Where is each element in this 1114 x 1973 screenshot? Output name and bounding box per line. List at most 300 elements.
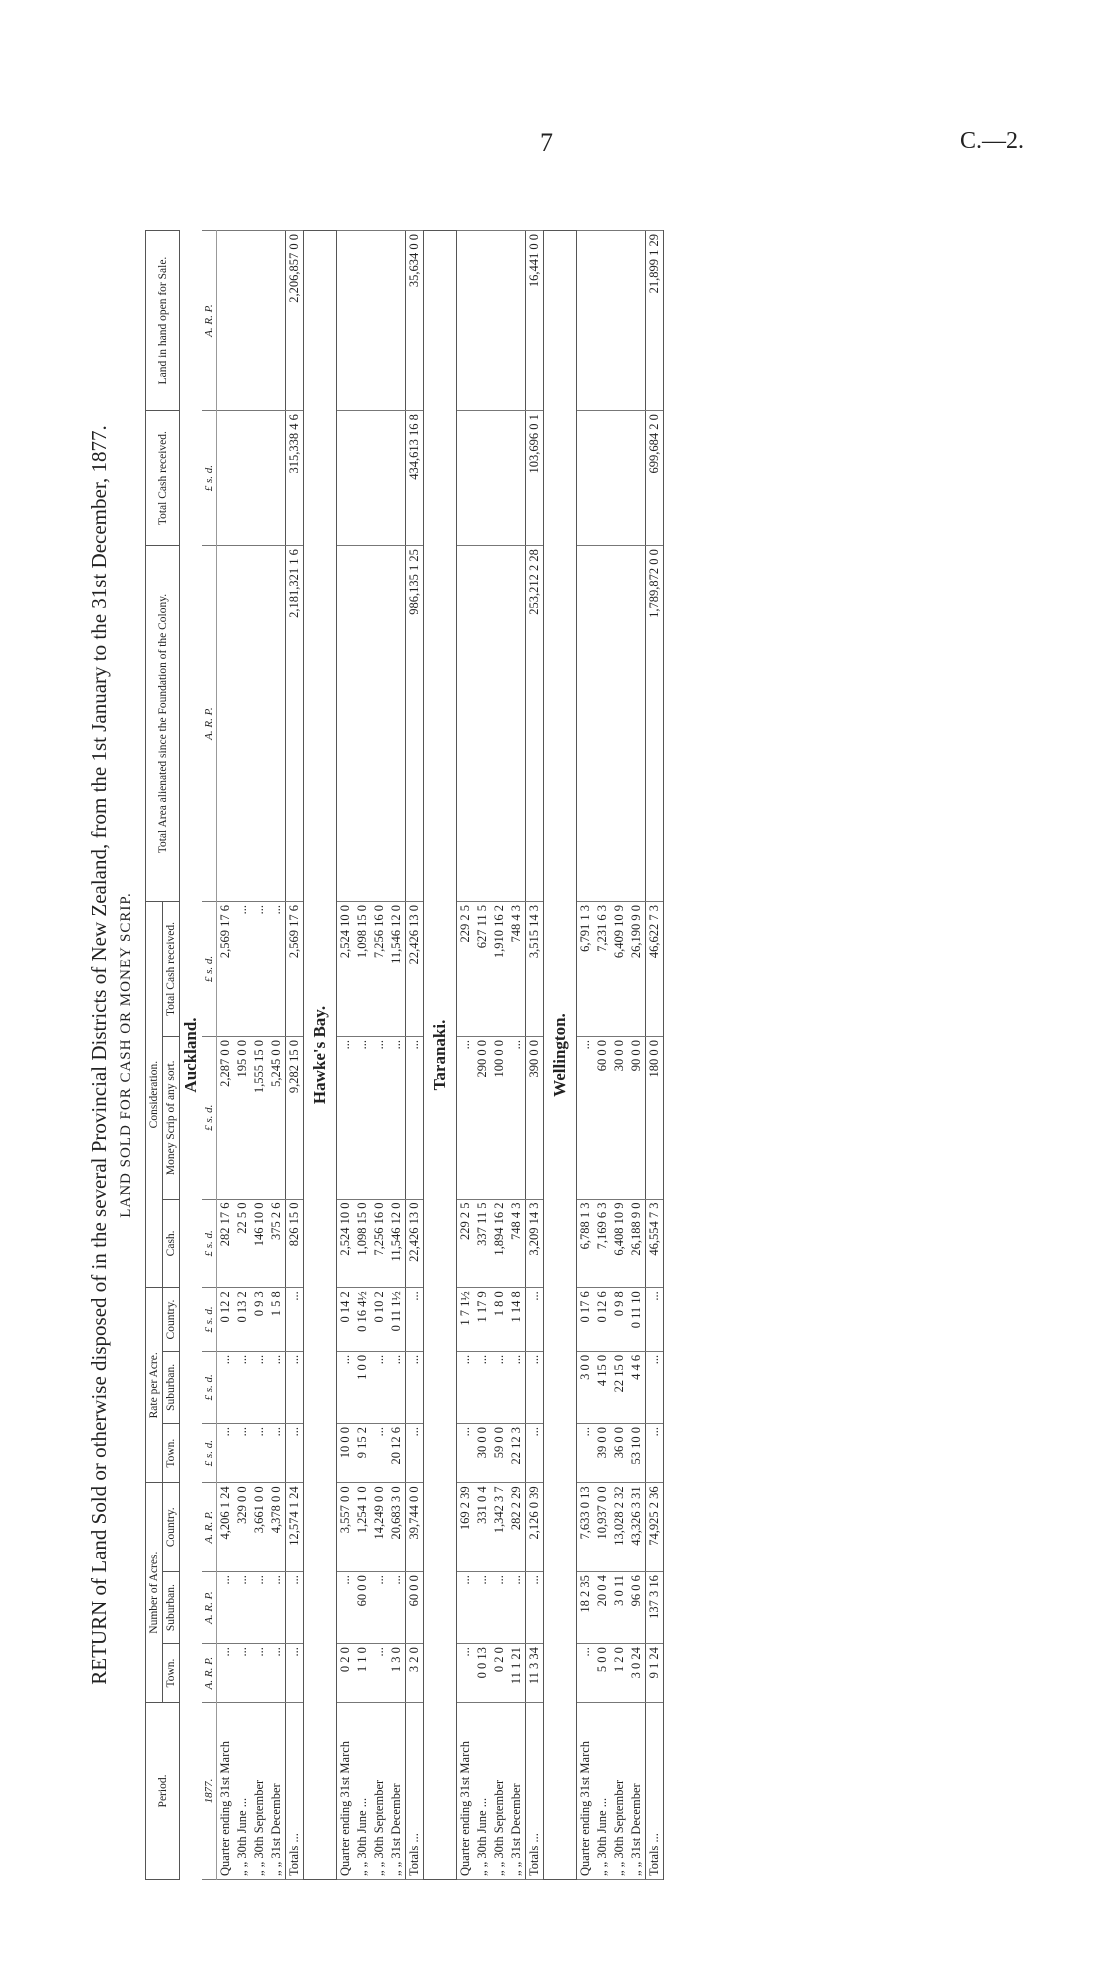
row-period: Quarter ending 31st March [577, 1703, 595, 1880]
total-cash-received: 1,098 15 0 [354, 902, 371, 1037]
region-heading-row [180, 231, 203, 1880]
totals-acres-country: 2,126 0 39 [526, 1483, 544, 1572]
total-area [457, 546, 475, 902]
total-cash-received: 6,409 10 9 [611, 902, 628, 1037]
header-total-cash-received: Total Cash received. [163, 902, 180, 1037]
money-scrip: ... [457, 1037, 475, 1200]
region-heading-row [424, 231, 457, 1880]
header-money-scrip: Money Scrip of any sort. [163, 1037, 180, 1200]
acres-suburban: ... [268, 1572, 286, 1644]
table-row [251, 231, 268, 1880]
money-scrip: 5,245 0 0 [268, 1037, 286, 1200]
totals-row [406, 231, 424, 1880]
totals-money-scrip: 9,282 15 0 [286, 1037, 304, 1200]
total-area [611, 546, 628, 902]
row-period: Quarter ending 31st March [457, 1703, 475, 1880]
header-rate-town: Town. [163, 1423, 180, 1482]
total-area [371, 546, 388, 902]
rate-town: 39 0 0 [594, 1423, 611, 1482]
total-cash [234, 411, 251, 546]
rate-country: 1 5 8 [268, 1288, 286, 1352]
land-open [354, 231, 371, 411]
totals-rate-country: ... [406, 1288, 424, 1352]
total-cash [491, 411, 508, 546]
rate-suburban: ... [268, 1351, 286, 1423]
rate-suburban: ... [217, 1351, 235, 1423]
row-period: „ „ 31st December [508, 1703, 526, 1880]
row-period: „ „ 31st December [268, 1703, 286, 1880]
total-area [251, 546, 268, 902]
rate-suburban: ... [371, 1351, 388, 1423]
total-cash [577, 411, 595, 546]
acres-town: ... [234, 1644, 251, 1703]
totals-cash: 46,554 7 3 [646, 1199, 664, 1288]
total-cash-received: 11,546 12 0 [388, 902, 406, 1037]
total-cash [268, 411, 286, 546]
cash: 6,788 1 3 [577, 1199, 595, 1288]
totals-total-area: 986,135 1 25 [406, 546, 424, 902]
rate-suburban: 3 0 0 [577, 1351, 595, 1423]
row-period: „ „ 31st December [628, 1703, 646, 1880]
rate-country: 0 13 2 [234, 1288, 251, 1352]
land-open [457, 231, 475, 411]
land-open [217, 231, 235, 411]
totals-row [646, 231, 664, 1880]
header-number-of-acres: Number of Acres. [146, 1483, 163, 1703]
row-period: „ „ 31st December [388, 1703, 406, 1880]
acres-country: 3,661 0 0 [251, 1483, 268, 1572]
acres-country: 10,937 0 0 [594, 1483, 611, 1572]
land-open [337, 231, 355, 411]
acres-country: 1,254 1 0 [354, 1483, 371, 1572]
totals-acres-town: 11 3 34 [526, 1644, 544, 1703]
header-total-area: Total Area alienated since the Foundation of the Colony. [146, 546, 180, 902]
totals-rate-town: ... [286, 1423, 304, 1482]
acres-town: ... [577, 1644, 595, 1703]
land-open [268, 231, 286, 411]
cash: 1,894 16 2 [491, 1199, 508, 1288]
totals-rate-suburban: ... [526, 1351, 544, 1423]
rate-town: 59 0 0 [491, 1423, 508, 1482]
acres-town: 0 0 13 [474, 1644, 491, 1703]
row-period: Quarter ending 31st March [337, 1703, 355, 1880]
land-return-table [145, 230, 664, 1880]
unit-label: £ s. d. [202, 902, 217, 1037]
rate-suburban: ... [457, 1351, 475, 1423]
totals-acres-town: ... [286, 1644, 304, 1703]
acres-town: 1 3 0 [388, 1644, 406, 1703]
rate-country: 0 17 6 [577, 1288, 595, 1352]
land-open [371, 231, 388, 411]
table-row [337, 231, 355, 1880]
units-row [202, 231, 217, 1880]
money-scrip: ... [337, 1037, 355, 1200]
total-area [337, 546, 355, 902]
money-scrip: 60 0 0 [594, 1037, 611, 1200]
totals-acres-country: 12,574 1 24 [286, 1483, 304, 1572]
money-scrip: 1,555 15 0 [251, 1037, 268, 1200]
rate-suburban: ... [388, 1351, 406, 1423]
total-area [268, 546, 286, 902]
cash: 748 4 3 [508, 1199, 526, 1288]
total-cash [337, 411, 355, 546]
money-scrip: 100 0 0 [491, 1037, 508, 1200]
acres-suburban: 20 0 4 [594, 1572, 611, 1644]
acres-suburban: 18 2 35 [577, 1572, 595, 1644]
total-cash [457, 411, 475, 546]
land-open [611, 231, 628, 411]
total-cash-received: 627 11 5 [474, 902, 491, 1037]
acres-country: 331 0 4 [474, 1483, 491, 1572]
acres-suburban: ... [474, 1572, 491, 1644]
totals-label: Totals ... [646, 1703, 664, 1880]
rate-suburban: 22 15 0 [611, 1351, 628, 1423]
page-number: 7 [540, 128, 553, 157]
totals-rate-town: ... [406, 1423, 424, 1482]
rotated-table-page [85, 230, 1015, 1880]
row-period: „ „ 30th June ... [234, 1703, 251, 1880]
totals-acres-town: 9 1 24 [646, 1644, 664, 1703]
totals-acres-country: 74,925 2 36 [646, 1483, 664, 1572]
cash: 1,098 15 0 [354, 1199, 371, 1288]
total-cash [371, 411, 388, 546]
unit-label: £ s. d. [202, 1288, 217, 1352]
total-cash-received: 26,190 9 0 [628, 902, 646, 1037]
header-acres-town: Town. [163, 1644, 180, 1703]
region-name: Auckland. [181, 1017, 200, 1093]
unit-label: A. R. P. [202, 546, 217, 902]
unit-label: £ s. d. [202, 1037, 217, 1200]
unit-label: A. R. P. [202, 1483, 217, 1572]
rate-suburban: ... [474, 1351, 491, 1423]
totals-land-open: 16,441 0 0 [526, 231, 544, 411]
rate-town: 53 10 0 [628, 1423, 646, 1482]
row-period: „ „ 30th June ... [474, 1703, 491, 1880]
table-row [268, 231, 286, 1880]
totals-total-cash-received: 46,622 7 3 [646, 902, 664, 1037]
money-scrip: 290 0 0 [474, 1037, 491, 1200]
total-cash [508, 411, 526, 546]
rate-suburban: ... [234, 1351, 251, 1423]
rate-town: ... [251, 1423, 268, 1482]
cash: 26,188 9 0 [628, 1199, 646, 1288]
total-cash-received: 6,791 1 3 [577, 902, 595, 1037]
document-title: RETURN of Land Sold or otherwise disposed of in the several Provincial Districts of New Zealand, from the 1st January to the 31st December, 1877. [87, 425, 111, 1685]
acres-suburban: ... [388, 1572, 406, 1644]
totals-money-scrip: ... [406, 1037, 424, 1200]
rate-town: 9 15 2 [354, 1423, 371, 1482]
rate-town: ... [371, 1423, 388, 1482]
acres-suburban: ... [337, 1572, 355, 1644]
table-row [457, 231, 475, 1880]
land-open [628, 231, 646, 411]
totals-label: Totals ... [526, 1703, 544, 1880]
acres-country: 20,683 3 0 [388, 1483, 406, 1572]
total-area [354, 546, 371, 902]
money-scrip: 30 0 0 [611, 1037, 628, 1200]
table-row [594, 231, 611, 1880]
header-rate-per-acre: Rate per Acre. [146, 1288, 163, 1483]
money-scrip: 195 0 0 [234, 1037, 251, 1200]
totals-total-cash-received: 22,426 13 0 [406, 902, 424, 1037]
totals-rate-suburban: ... [286, 1351, 304, 1423]
unit-label: A. R. P. [202, 231, 217, 411]
land-open [594, 231, 611, 411]
acres-country: 4,206 1 24 [217, 1483, 235, 1572]
unit-label: £ s. d. [202, 1423, 217, 1482]
rate-town: 22 12 3 [508, 1423, 526, 1482]
rate-country: 0 9 3 [251, 1288, 268, 1352]
totals-total-area: 253,212 2 28 [526, 546, 544, 902]
total-area [594, 546, 611, 902]
acres-town: 11 1 21 [508, 1644, 526, 1703]
cash: 146 10 0 [251, 1199, 268, 1288]
total-cash-received: ... [268, 902, 286, 1037]
total-cash [474, 411, 491, 546]
total-cash [628, 411, 646, 546]
totals-acres-suburban: 137 3 16 [646, 1572, 664, 1644]
acres-country: 7,633 0 13 [577, 1483, 595, 1572]
rate-town: 10 0 0 [337, 1423, 355, 1482]
table-body [180, 231, 664, 1880]
acres-country: 169 2 39 [457, 1483, 475, 1572]
header-land-open: Land in hand open for Sale. [146, 231, 180, 411]
year-label: 1877. [202, 1703, 217, 1880]
acres-town: 3 0 24 [628, 1644, 646, 1703]
total-cash-received: 7,231 6 3 [594, 902, 611, 1037]
table-row [234, 231, 251, 1880]
row-period: „ „ 30th September [491, 1703, 508, 1880]
totals-land-open: 2,206,857 0 0 [286, 231, 304, 411]
total-area [577, 546, 595, 902]
rate-suburban: ... [251, 1351, 268, 1423]
row-period: „ „ 30th June ... [594, 1703, 611, 1880]
acres-country: 3,557 0 0 [337, 1483, 355, 1572]
row-period: „ „ 30th September [611, 1703, 628, 1880]
total-cash-received: 7,256 16 0 [371, 902, 388, 1037]
unit-label: A. R. P. [202, 1644, 217, 1703]
rate-country: 0 12 6 [594, 1288, 611, 1352]
unit-label: £ s. d. [202, 411, 217, 546]
cash: 6,408 10 9 [611, 1199, 628, 1288]
money-scrip: ... [388, 1037, 406, 1200]
total-area [234, 546, 251, 902]
cash: 229 2 5 [457, 1199, 475, 1288]
region-name: Wellington. [544, 231, 577, 1880]
acres-town: ... [457, 1644, 475, 1703]
rate-town: ... [234, 1423, 251, 1482]
table-row [217, 231, 235, 1880]
table-row [611, 231, 628, 1880]
cash: 22 5 0 [234, 1199, 251, 1288]
acres-country: 4,378 0 0 [268, 1483, 286, 1572]
acres-suburban: ... [457, 1572, 475, 1644]
totals-money-scrip: 180 0 0 [646, 1037, 664, 1200]
acres-country: 13,028 2 32 [611, 1483, 628, 1572]
acres-suburban: ... [371, 1572, 388, 1644]
cash: 7,256 16 0 [371, 1199, 388, 1288]
totals-total-cash: 699,684 2 0 [646, 411, 664, 546]
totals-acres-country: 39,744 0 0 [406, 1483, 424, 1572]
header-acres-country: Country. [163, 1483, 180, 1572]
rate-suburban: ... [491, 1351, 508, 1423]
rate-country: 1 17 9 [474, 1288, 491, 1352]
totals-rate-country: ... [646, 1288, 664, 1352]
row-period: Quarter ending 31st March [217, 1703, 235, 1880]
cash: 2,524 10 0 [337, 1199, 355, 1288]
totals-acres-suburban: ... [526, 1572, 544, 1644]
region-name: Hawke's Bay. [304, 231, 337, 1880]
total-cash [594, 411, 611, 546]
money-scrip: ... [354, 1037, 371, 1200]
table-row [354, 231, 371, 1880]
rate-suburban: ... [337, 1351, 355, 1423]
header-rate-suburban: Suburban. [163, 1351, 180, 1423]
table-row [577, 231, 595, 1880]
total-area [474, 546, 491, 902]
money-scrip: ... [577, 1037, 595, 1200]
total-cash-received: 1,910 16 2 [491, 902, 508, 1037]
total-cash-received: 2,524 10 0 [337, 902, 355, 1037]
totals-acres-town: 3 2 0 [406, 1644, 424, 1703]
cash: 282 17 6 [217, 1199, 235, 1288]
acres-suburban: ... [491, 1572, 508, 1644]
rate-town: ... [268, 1423, 286, 1482]
land-open [491, 231, 508, 411]
land-open [251, 231, 268, 411]
land-open [474, 231, 491, 411]
region-name: Taranaki. [424, 231, 457, 1880]
acres-suburban: ... [234, 1572, 251, 1644]
total-cash-received: 2,569 17 6 [217, 902, 235, 1037]
totals-cash: 826 15 0 [286, 1199, 304, 1288]
unit-label: £ s. d. [202, 1199, 217, 1288]
table-row [508, 231, 526, 1880]
table-row [388, 231, 406, 1880]
rate-country: 0 14 2 [337, 1288, 355, 1352]
totals-land-open: 35,634 0 0 [406, 231, 424, 411]
land-open [577, 231, 595, 411]
totals-row [526, 231, 544, 1880]
rate-country: 0 11 10 [628, 1288, 646, 1352]
row-period: „ „ 30th September [251, 1703, 268, 1880]
acres-country: 43,326 3 31 [628, 1483, 646, 1572]
acres-town: 0 2 0 [491, 1644, 508, 1703]
region-heading-row [544, 231, 577, 1880]
header-period: Period. [146, 1703, 180, 1880]
totals-acres-suburban: 60 0 0 [406, 1572, 424, 1644]
document-reference: C.—2. [960, 128, 1025, 154]
total-area [628, 546, 646, 902]
land-open [508, 231, 526, 411]
acres-town: ... [371, 1644, 388, 1703]
rate-suburban: 4 15 0 [594, 1351, 611, 1423]
totals-label: Totals ... [406, 1703, 424, 1880]
rate-town: ... [457, 1423, 475, 1482]
total-cash [217, 411, 235, 546]
totals-total-cash: 315,338 4 6 [286, 411, 304, 546]
unit-label: A. R. P. [202, 1572, 217, 1644]
header-cash: Cash. [163, 1199, 180, 1288]
totals-row [286, 231, 304, 1880]
rate-town: ... [217, 1423, 235, 1482]
totals-total-area: 2,181,321 1 6 [286, 546, 304, 902]
totals-land-open: 21,899 1 29 [646, 231, 664, 411]
cash: 11,546 12 0 [388, 1199, 406, 1288]
total-cash-received: 748 4 3 [508, 902, 526, 1037]
land-open [388, 231, 406, 411]
acres-suburban: ... [508, 1572, 526, 1644]
table-row [474, 231, 491, 1880]
total-area [388, 546, 406, 902]
acres-country: 1,342 3 7 [491, 1483, 508, 1572]
totals-total-cash: 434,613 16 8 [406, 411, 424, 546]
money-scrip: 90 0 0 [628, 1037, 646, 1200]
total-cash-received: ... [234, 902, 251, 1037]
totals-total-cash-received: 2,569 17 6 [286, 902, 304, 1037]
rate-country: 1 7 1½ [457, 1288, 475, 1352]
totals-total-area: 1,789,872 0 0 [646, 546, 664, 902]
totals-cash: 22,426 13 0 [406, 1199, 424, 1288]
row-period: „ „ 30th September [371, 1703, 388, 1880]
rate-suburban: 1 0 0 [354, 1351, 371, 1423]
rate-country: 0 11 1½ [388, 1288, 406, 1352]
cash: 7,169 6 3 [594, 1199, 611, 1288]
totals-cash: 3,209 14 3 [526, 1199, 544, 1288]
row-period: „ „ 30th June ... [354, 1703, 371, 1880]
table-row [491, 231, 508, 1880]
header-rate-country: Country. [163, 1288, 180, 1352]
rate-country: 0 9 8 [611, 1288, 628, 1352]
totals-total-cash: 103,696 0 1 [526, 411, 544, 546]
totals-rate-country: ... [286, 1288, 304, 1352]
total-area [491, 546, 508, 902]
total-area [508, 546, 526, 902]
totals-label: Totals ... [286, 1703, 304, 1880]
acres-suburban: ... [251, 1572, 268, 1644]
rate-country: 1 14 8 [508, 1288, 526, 1352]
total-cash [251, 411, 268, 546]
total-cash-received: ... [251, 902, 268, 1037]
rate-country: 0 16 4½ [354, 1288, 371, 1352]
total-area [217, 546, 235, 902]
acres-suburban: ... [217, 1572, 235, 1644]
totals-money-scrip: 390 0 0 [526, 1037, 544, 1200]
acres-town: 0 2 0 [337, 1644, 355, 1703]
acres-country: 14,249 0 0 [371, 1483, 388, 1572]
acres-town: 1 2 0 [611, 1644, 628, 1703]
cash: 375 2 6 [268, 1199, 286, 1288]
total-cash-received: 229 2 5 [457, 902, 475, 1037]
land-open [234, 231, 251, 411]
document-subtitle: LAND SOLD FOR CASH OR MONEY SCRIP. [118, 892, 134, 1218]
acres-country: 329 0 0 [234, 1483, 251, 1572]
totals-rate-town: ... [646, 1423, 664, 1482]
total-cash [354, 411, 371, 546]
rate-town: 30 0 0 [474, 1423, 491, 1482]
rate-town: ... [577, 1423, 595, 1482]
totals-rate-suburban: ... [406, 1351, 424, 1423]
total-cash [388, 411, 406, 546]
rate-country: 1 8 0 [491, 1288, 508, 1352]
totals-acres-suburban: ... [286, 1572, 304, 1644]
acres-town: 5 0 0 [594, 1644, 611, 1703]
money-scrip: ... [371, 1037, 388, 1200]
acres-town: ... [251, 1644, 268, 1703]
rate-suburban: ... [508, 1351, 526, 1423]
acres-suburban: 3 0 11 [611, 1572, 628, 1644]
rate-town: 36 0 0 [611, 1423, 628, 1482]
